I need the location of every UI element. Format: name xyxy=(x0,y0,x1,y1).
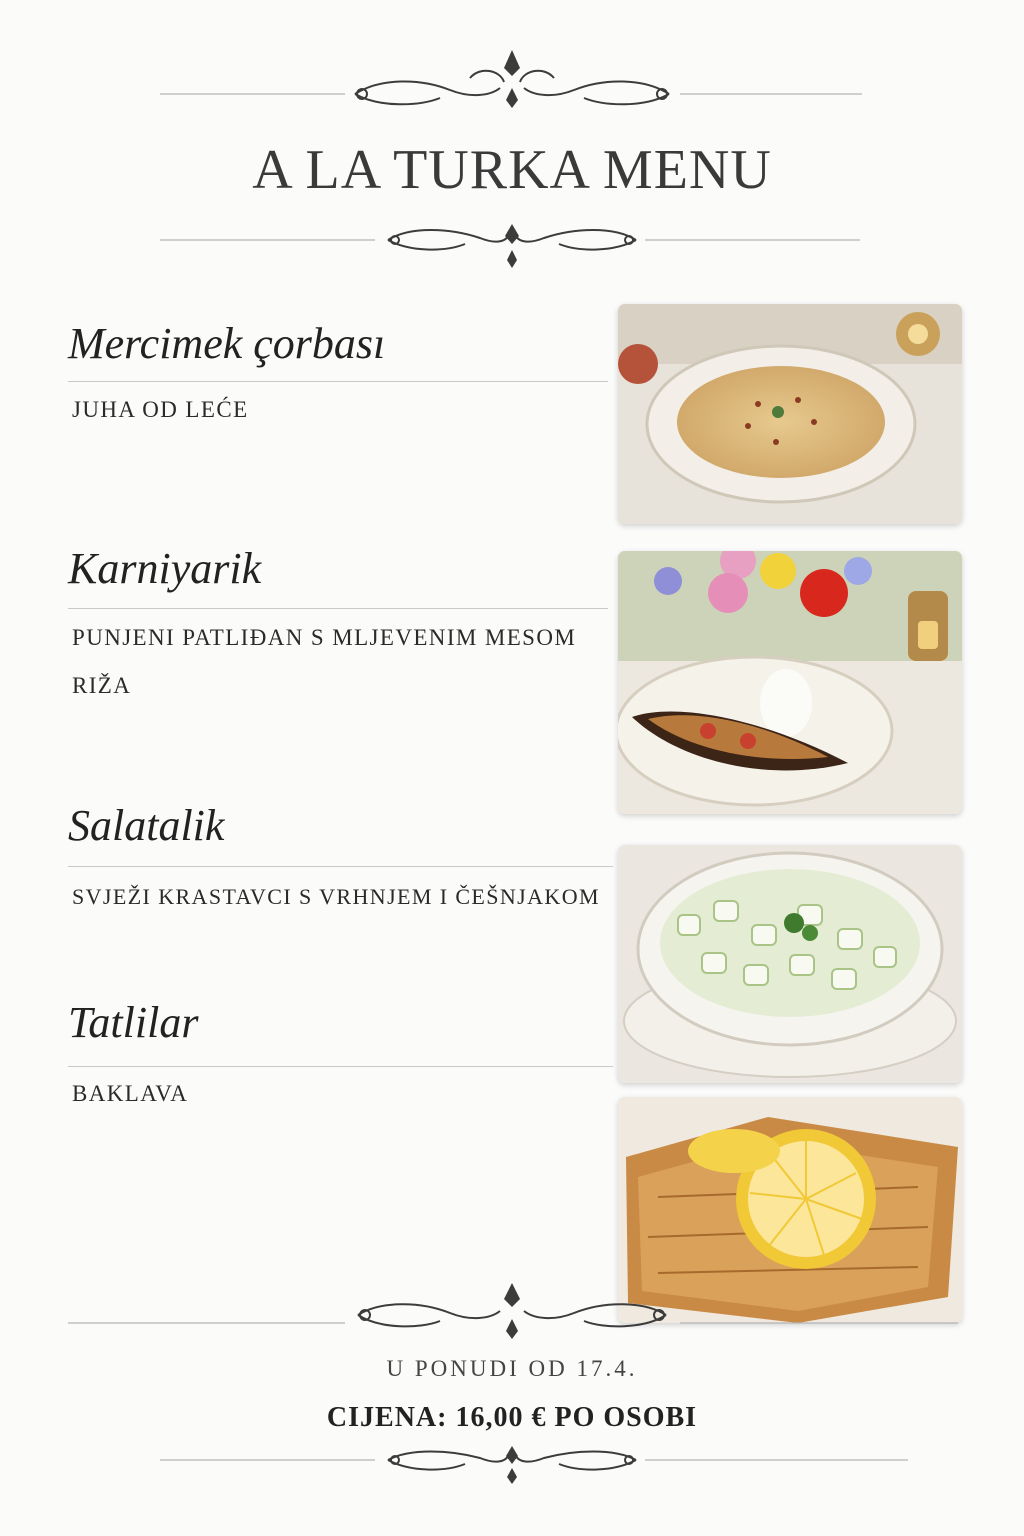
dish-divider xyxy=(68,381,608,382)
dish-description-line: PUNJENI PATLIĐAN S MLJEVENIM MESOM xyxy=(72,625,577,650)
dish-description xyxy=(72,614,576,710)
title-ornament xyxy=(0,220,1024,272)
stuffed-eggplant-photo xyxy=(618,551,962,814)
dish-description xyxy=(72,386,249,434)
lentil-soup-photo xyxy=(618,304,962,524)
dish-divider xyxy=(68,866,613,867)
menu-title: A LA TURKA MENU xyxy=(252,139,772,201)
cucumber-salad-photo xyxy=(618,845,962,1083)
dish-description xyxy=(72,1070,188,1118)
price: CIJENA: 16,00 € PO OSOBI xyxy=(326,1402,698,1433)
offer-date: U PONUDI OD 17.4. xyxy=(386,1356,638,1381)
dish-description-line: BAKLAVA xyxy=(72,1081,189,1106)
dish-description-line: SVJEŽI KRASTAVCI S VRHNJEM I ČEŠNJAKOM xyxy=(72,884,600,909)
dish-name-salatalik: Salatalik xyxy=(68,801,225,850)
dish-name-mercimek: Mercimek çorbası xyxy=(68,319,386,368)
final-ornament xyxy=(0,1444,1024,1488)
dish-divider xyxy=(68,608,608,609)
dish-description xyxy=(72,873,600,921)
dish-description-line: RIŽA xyxy=(72,673,132,698)
dish-divider xyxy=(68,1066,613,1067)
dish-name-karniyarik: Karniyarik xyxy=(68,544,262,593)
top-ornament xyxy=(0,48,1024,112)
dish-description-line: JUHA OD LEĆE xyxy=(72,397,249,422)
dish-name-tatlilar: Tatlilar xyxy=(68,998,199,1047)
footer-ornament xyxy=(0,1283,1024,1343)
